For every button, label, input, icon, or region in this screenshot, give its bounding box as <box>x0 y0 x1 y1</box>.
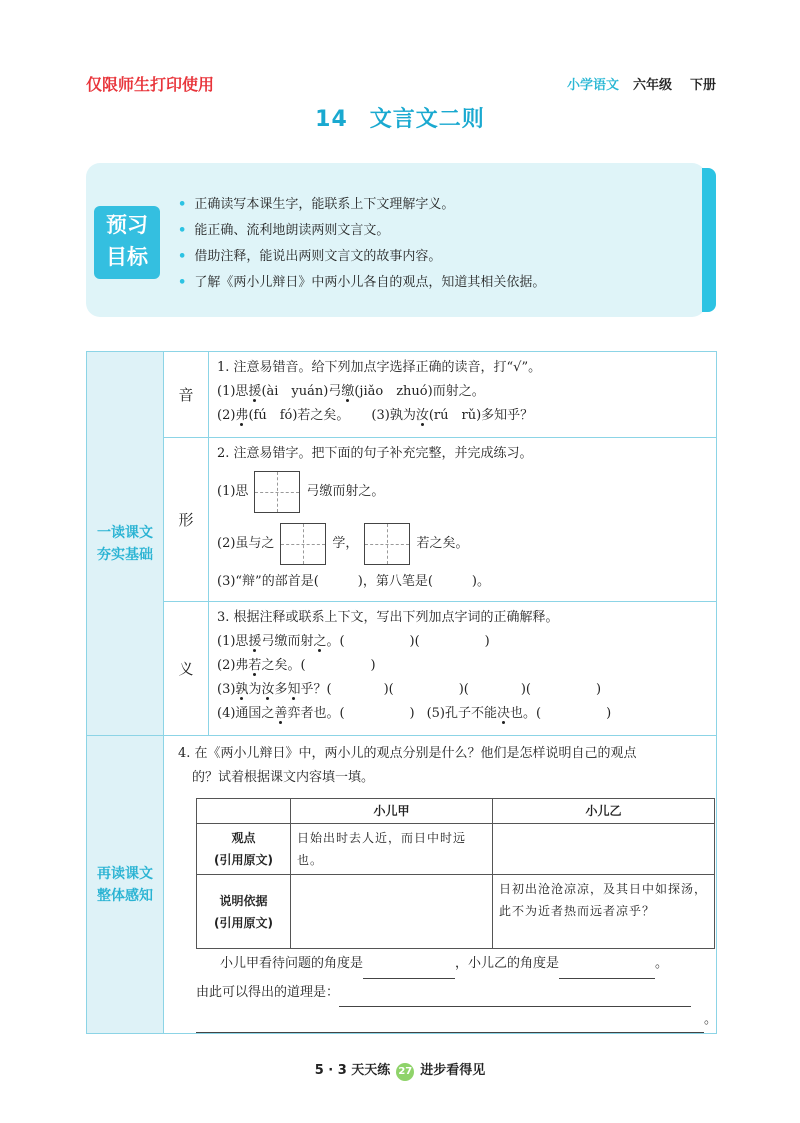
row-header-evidence: 说明依据 (引用原文) <box>197 875 291 949</box>
print-notice: 仅限师生打印使用 <box>86 75 215 94</box>
section-label-line: 整体感知 <box>97 887 153 904</box>
pinyin-choice[interactable]: (rú rǔ)多知乎？ <box>428 408 534 423</box>
goal-item <box>178 244 545 270</box>
goal-item <box>178 218 545 244</box>
writing-grid-box[interactable] <box>280 523 326 565</box>
question-prompt: 的？试着根据课文内容填一填。 <box>192 770 375 785</box>
question-4 <box>164 736 717 1034</box>
fill-line-2 <box>196 979 706 1007</box>
goal-item <box>178 192 545 218</box>
fill-line-1 <box>196 949 706 979</box>
column-boy-a: 小儿甲 <box>291 799 493 824</box>
pronunciation-row <box>87 352 717 438</box>
writing-grid-box[interactable] <box>254 471 300 513</box>
section-label-line: 一读课文 <box>97 524 153 541</box>
answer-blank[interactable] <box>559 962 655 979</box>
dotted-char: 弗 <box>235 408 249 423</box>
goal-text: 能正确、流利地朗读两则文言文。 <box>194 223 390 238</box>
preview-goals-badge <box>94 206 160 279</box>
page-footer <box>0 1059 800 1081</box>
comprehension-row <box>87 736 717 1034</box>
lesson-title: 文言文二则 <box>369 107 485 132</box>
question-prompt: 3. 根据注释或联系上下文，写出下列加点字词的正确解释。 <box>217 610 559 625</box>
bullet-icon: • <box>178 249 187 264</box>
dotted-char: 援 <box>248 634 262 649</box>
goal-list <box>178 192 545 296</box>
writing-row <box>87 438 717 602</box>
grade-label: 六年级 <box>632 78 672 93</box>
goals-panel-accent <box>702 168 716 312</box>
dotted-char: 孰 <box>235 682 249 697</box>
goal-text: 借助注释，能说出两则文言文的故事内容。 <box>194 249 442 264</box>
fill-text: 小儿甲看待问题的角度是 <box>220 956 364 971</box>
page-number: 27 <box>396 1063 414 1081</box>
evidence-boy-a[interactable] <box>291 875 493 949</box>
category-meaning: 义 <box>164 602 209 736</box>
fill-text: ，小儿乙的角度是 <box>455 956 560 971</box>
section-label-line: 夯实基础 <box>97 546 153 563</box>
dotted-char: 援 <box>248 384 262 399</box>
book-info <box>567 74 716 93</box>
exercise-table <box>86 351 717 1034</box>
dotted-char: 汝 <box>415 408 429 423</box>
question-1 <box>209 352 717 438</box>
goal-text: 了解《两小儿辩日》中两小儿各自的观点，知道其相关依据。 <box>194 275 546 290</box>
answer-blank[interactable] <box>339 990 691 1007</box>
dotted-char: 知 <box>287 682 301 697</box>
badge-line-1: 预习 <box>106 213 148 237</box>
question-prompt: 2. 注意易错字。把下面的句子补充完整，并完成练习。 <box>217 446 533 461</box>
answer-blank[interactable] <box>196 1016 704 1033</box>
question-line: (2)弗(fú fó)若之矣。 (3)孰为汝(rú rǔ)多知乎？ <box>217 408 534 423</box>
section-overall-label <box>87 736 164 1034</box>
question-line: (1)思 弓缴而射之。 <box>217 466 706 518</box>
category-writing: 形 <box>164 438 209 602</box>
dotted-char: 缴 <box>341 384 355 399</box>
badge-line-2: 目标 <box>106 245 148 269</box>
question-2 <box>209 438 717 602</box>
dotted-char: 汝 <box>261 682 275 697</box>
page-title <box>0 102 800 133</box>
header-blank <box>197 799 291 824</box>
footer-slogan: 进步看得见 <box>420 1063 486 1078</box>
viewpoint-row <box>197 824 715 875</box>
evidence-row <box>197 875 715 949</box>
bullet-icon: • <box>178 275 187 290</box>
goal-item <box>178 270 545 296</box>
footer-brand: 5 · 3 天天练 <box>314 1063 391 1078</box>
viewpoint-boy-b[interactable] <box>493 824 715 875</box>
fill-line-3 <box>196 1007 718 1033</box>
bullet-icon: • <box>178 223 187 238</box>
question-line[interactable]: (4)通国之善弈者也。( ) (5)孔子不能决也。( ) <box>217 706 612 721</box>
radical-question[interactable]: (3)“辩”的部首是( )，第八笔是( )。 <box>217 574 490 589</box>
goal-text: 正确读写本课生字，能联系上下文理解字义。 <box>194 197 455 212</box>
question-line: (1)思援(ài yuán)弓缴(jiǎo zhuó)而射之。 <box>217 384 485 399</box>
question-line[interactable]: (2)弗若之矣。( ) <box>217 658 376 673</box>
subject-label: 小学语文 <box>566 78 619 93</box>
question-prompt: 1. 注意易错音。给下列加点字选择正确的读音，打“√”。 <box>217 360 542 375</box>
pinyin-choice[interactable]: (jiǎo zhuó)而射之。 <box>354 384 485 399</box>
fill-text: 。 <box>655 956 669 971</box>
writing-grid-box[interactable] <box>364 523 410 565</box>
section-basics-label <box>87 352 164 736</box>
fill-text: 。 <box>704 1012 718 1027</box>
bullet-icon: • <box>178 197 187 212</box>
answer-blank[interactable] <box>363 962 455 979</box>
lesson-number: 14 <box>315 107 348 132</box>
debate-table-header <box>197 799 715 824</box>
question-3 <box>209 602 717 736</box>
viewpoint-boy-a[interactable]: 日始出时去人近，而日中时远也。 <box>291 824 493 875</box>
debate-table <box>196 798 715 949</box>
pinyin-choice[interactable]: (ài yuán)弓 <box>261 384 342 399</box>
dotted-char: 之 <box>313 634 327 649</box>
pinyin-choice[interactable]: (fú fó)若之矣。 <box>248 408 350 423</box>
evidence-boy-b[interactable]: 日初出沧沧凉凉，及其日中如探汤，此不为近者热而远者凉乎？ <box>493 875 715 949</box>
question-line[interactable]: (3)孰为汝多知乎？( )( )( )( ) <box>217 682 602 697</box>
category-pronunciation: 音 <box>164 352 209 438</box>
question-prompt: 4. 在《两小儿辩日》中，两小儿的观点分别是什么？他们是怎样说明自己的观点 <box>178 746 637 761</box>
question-line: (2)虽与之 学， 若之矣。 <box>217 518 706 570</box>
dotted-char: 善 <box>274 706 288 721</box>
dotted-char: 若 <box>248 658 262 673</box>
dotted-char: 决 <box>497 706 511 721</box>
section-label-line: 再读课文 <box>97 865 153 882</box>
meaning-row <box>87 602 717 736</box>
fill-text: 由此可以得出的道理是： <box>196 985 340 1000</box>
column-boy-b: 小儿乙 <box>493 799 715 824</box>
volume-label: 下册 <box>689 78 716 93</box>
question-line[interactable]: (1)思援弓缴而射之。( )( ) <box>217 634 490 649</box>
row-header-viewpoint: 观点 (引用原文) <box>197 824 291 875</box>
